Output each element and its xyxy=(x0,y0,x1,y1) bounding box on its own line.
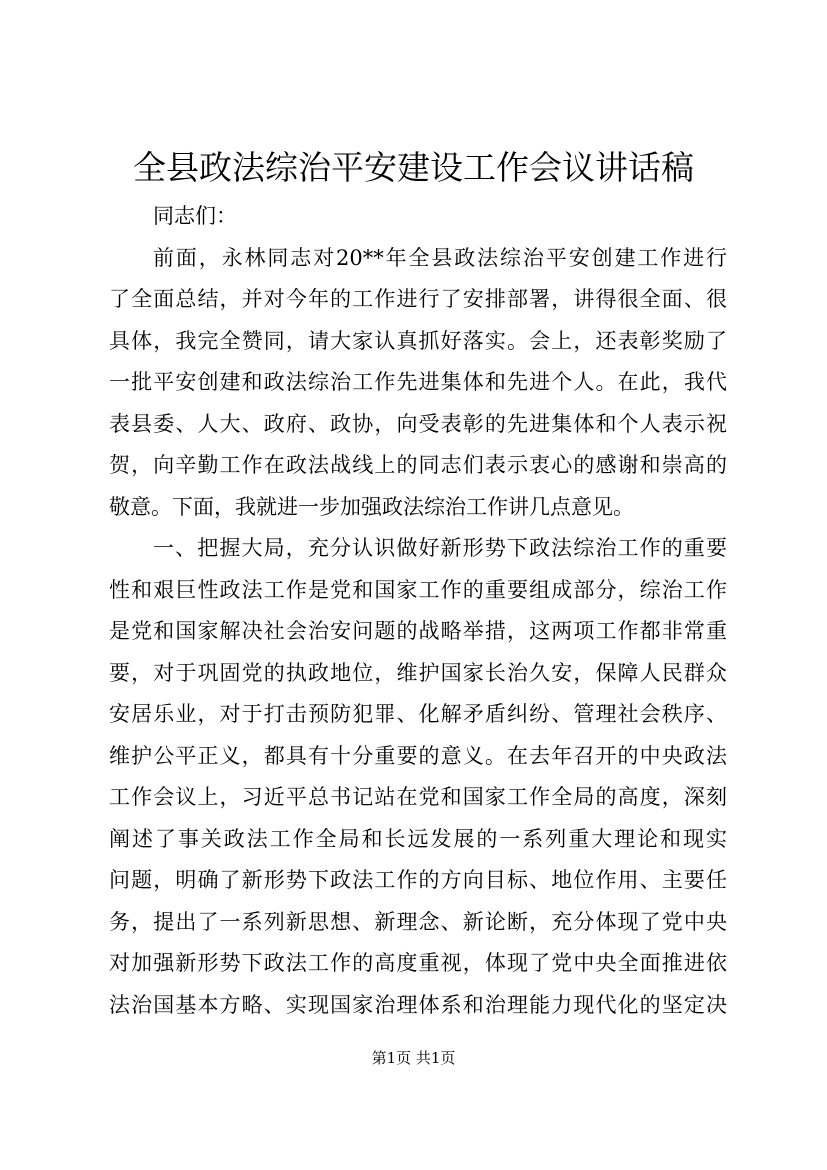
text-line: 性和艰巨性政法工作是党和国家工作的重要组成部分，综治工作 xyxy=(109,577,727,602)
document-title: 全县政法综治平安建设工作会议讲话稿 xyxy=(133,148,694,187)
text-line: 法治国基本方略、实现国家治理体系和治理能力现代化的坚定决 xyxy=(109,992,727,1017)
text-line: 前面，永林同志对20**年全县政法综治平安创建工作进行 xyxy=(153,245,727,270)
text-line: 具体，我完全赞同，请大家认真抓好落实。会上，还表彰奖励了 xyxy=(109,328,727,353)
text-line: 表县委、人大、政府、政协，向受表彰的先进集体和个人表示祝 xyxy=(109,411,727,436)
text-line: 是党和国家解决社会治安问题的战略举措，这两项工作都非常重 xyxy=(109,619,727,643)
text-line: 了全面总结，并对今年的工作进行了安排部署，讲得很全面、很 xyxy=(109,287,727,311)
text-line: 贺，向辛勤工作在政法战线上的同志们表示衷心的感谢和崇高的 xyxy=(109,453,727,477)
text-line: 一批平安创建和政法综治工作先进集体和先进个人。在此，我代 xyxy=(109,370,727,394)
salutation: 同志们： xyxy=(153,204,237,228)
document-body xyxy=(109,196,727,1026)
text-line: 务，提出了一系列新思想、新理念、新论断，充分体现了党中央 xyxy=(109,909,727,934)
text-line: 一、把握大局，充分认识做好新形势下政法综治工作的重要 xyxy=(153,536,727,560)
text-line: 维护公平正义，都具有十分重要的意义。在去年召开的中央政法 xyxy=(109,743,727,768)
text-line: 阐述了事关政法工作全局和长远发展的一系列重大理论和现实 xyxy=(109,826,727,851)
text-line: 敬意。下面，我就进一步加强政法综治工作讲几点意见。 xyxy=(109,494,634,519)
text-line: 安居乐业，对于打击预防犯罪、化解矛盾纠纷、管理社会秩序、 xyxy=(109,702,727,726)
text-line: 问题，明确了新形势下政法工作的方向目标、地位作用、主要任 xyxy=(109,868,727,892)
page-number-footer: 第1页 共1页 xyxy=(371,1049,456,1067)
text-line: 要，对于巩固党的执政地位，维护国家长治久安，保障人民群众 xyxy=(109,660,727,685)
text-line: 工作会议上，习近平总书记站在党和国家工作全局的高度，深刻 xyxy=(109,785,727,809)
text-line: 对加强新形势下政法工作的高度重视，体现了党中央全面推进依 xyxy=(109,951,727,975)
